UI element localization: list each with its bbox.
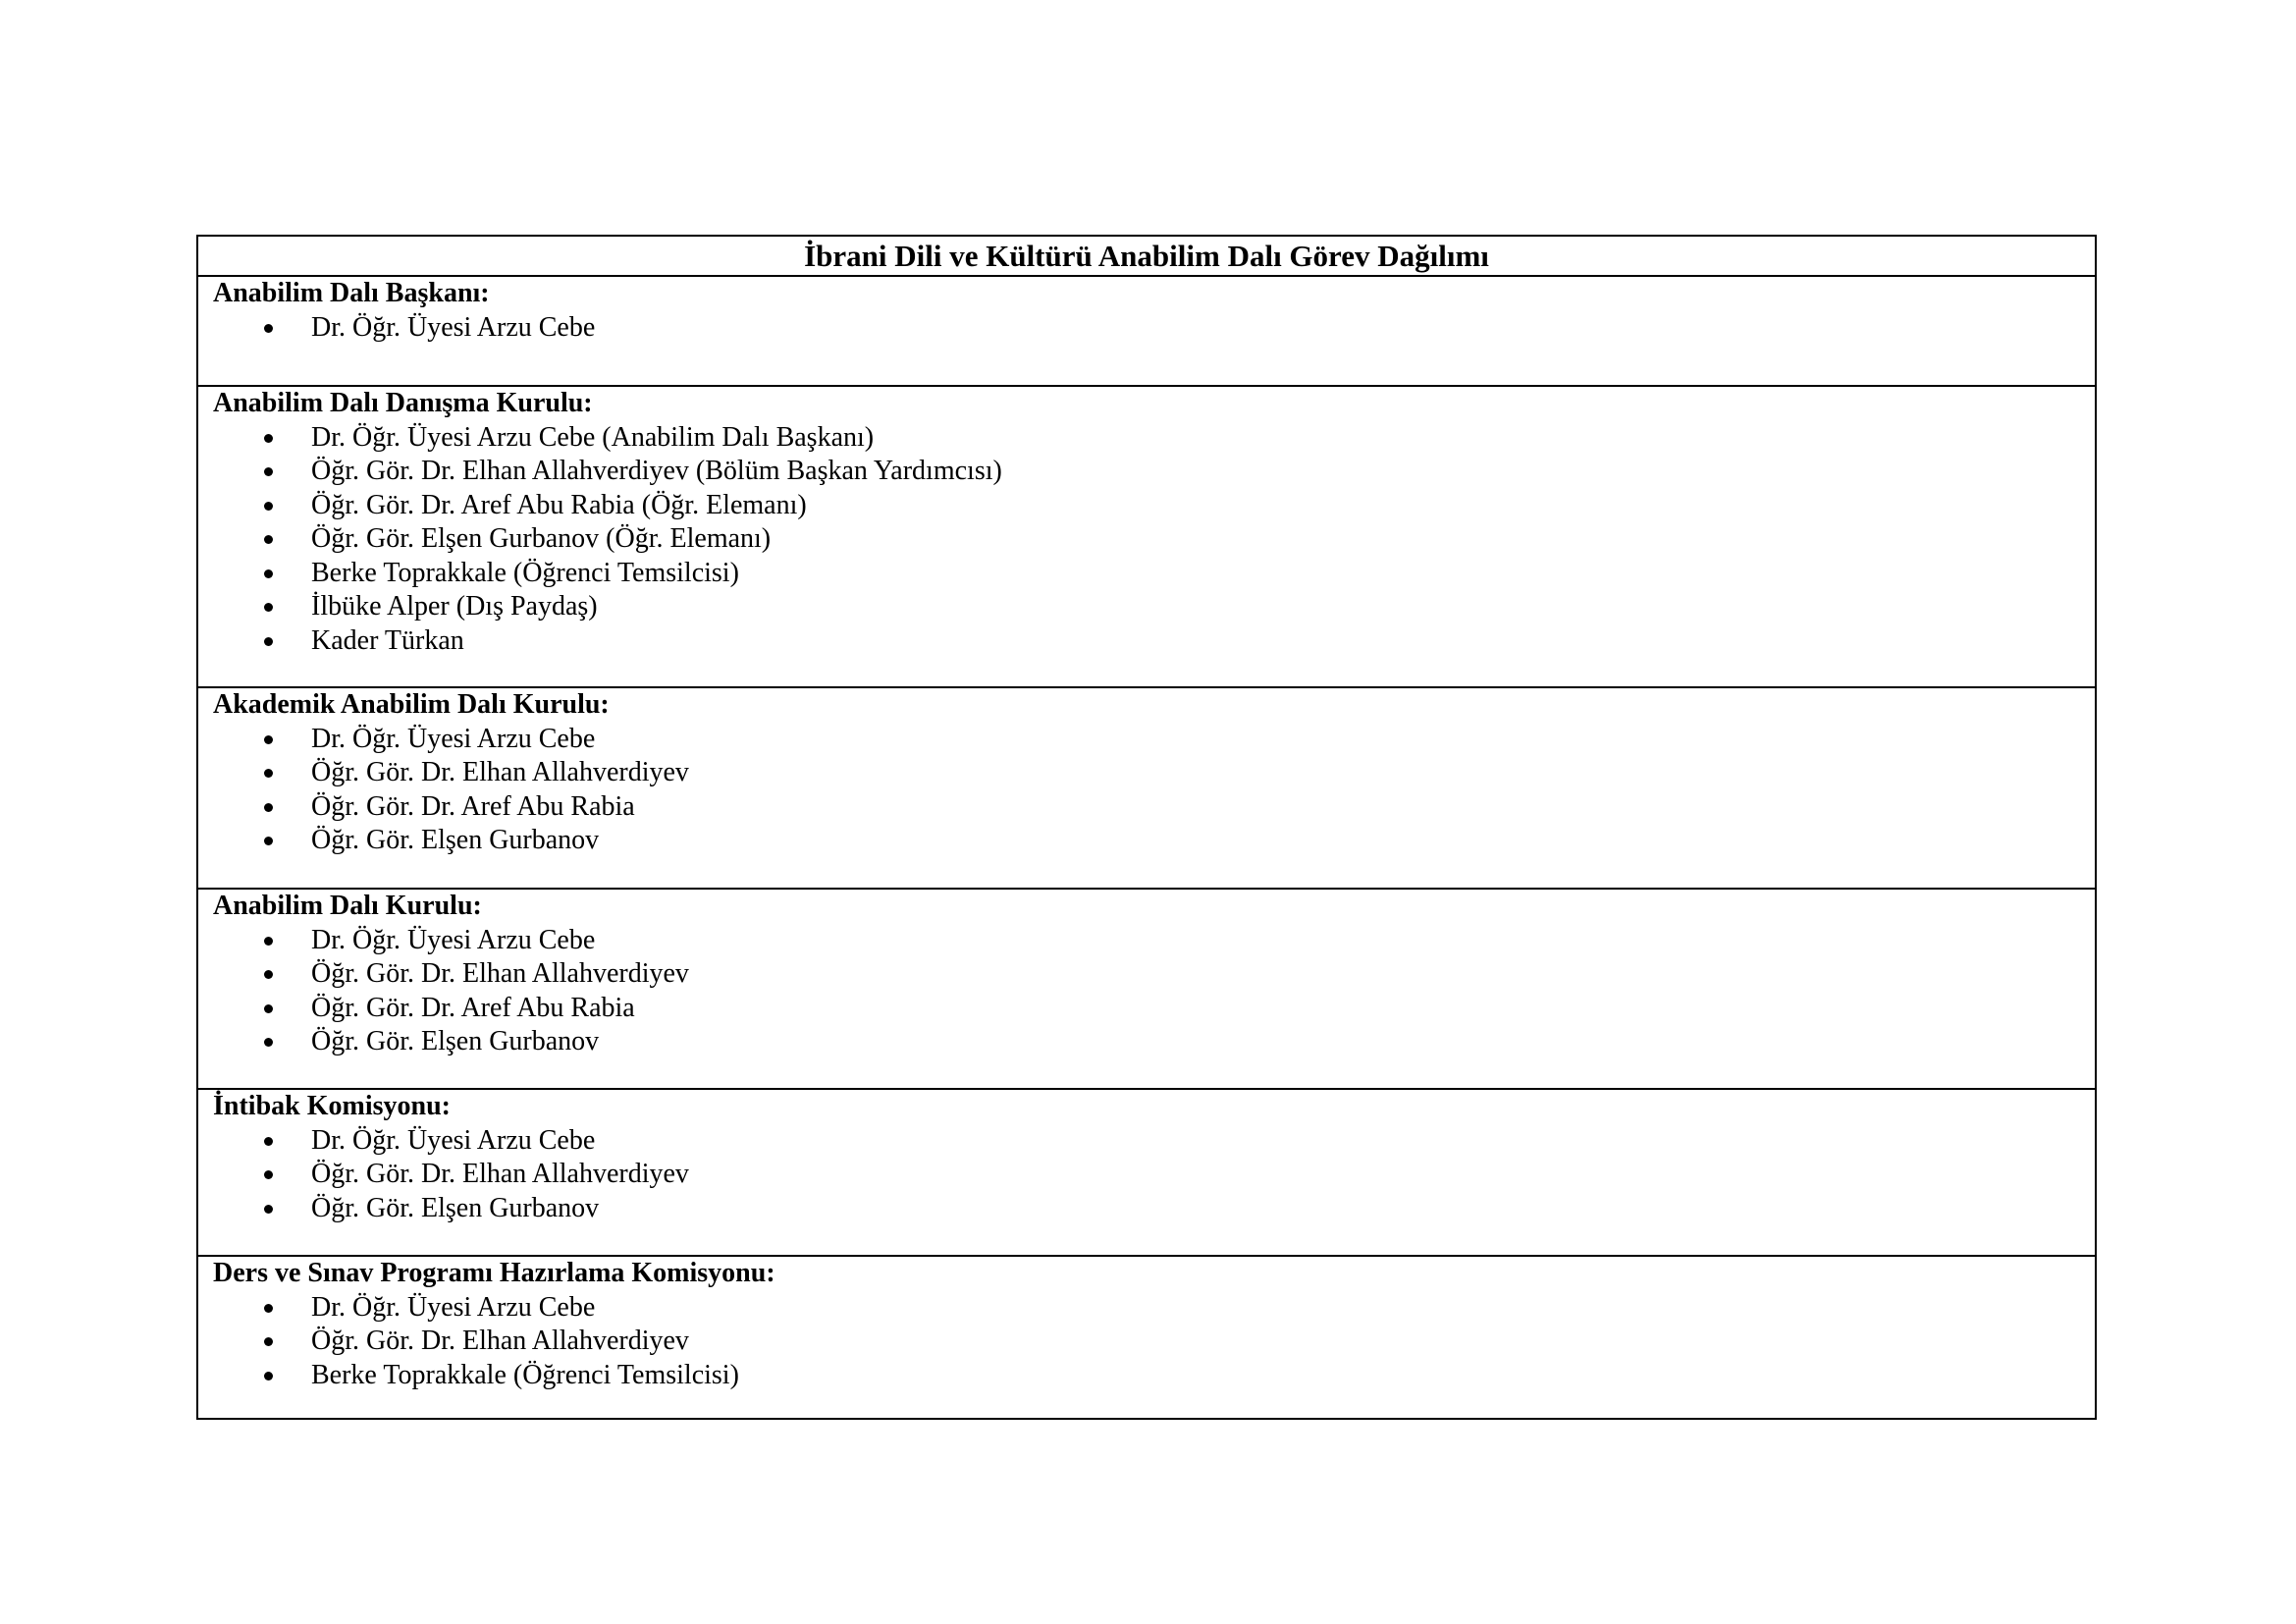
member-name: Öğr. Gör. Dr. Elhan Allahverdiyev (Bölüm Başkan Yardımcısı) [311, 456, 1002, 486]
bullet-icon [264, 1304, 273, 1313]
member-name: Öğr. Gör. Dr. Elhan Allahverdiyev [311, 1159, 689, 1189]
bullet-icon [264, 1038, 273, 1047]
member-list [213, 1291, 2095, 1393]
bullet-icon [264, 837, 273, 845]
bullet-icon [264, 769, 273, 778]
member-name: Öğr. Gör. Dr. Elhan Allahverdiyev [311, 757, 689, 787]
list-item [213, 1192, 2095, 1226]
member-list [213, 723, 2095, 858]
member-name: Dr. Öğr. Üyesi Arzu Cebe [311, 311, 596, 343]
document-title: İbrani Dili ve Kültürü Anabilim Dalı Görev Dağılımı [198, 237, 2095, 277]
member-name: Berke Toprakkale (Öğrenci Temsilcisi) [311, 1359, 739, 1390]
section-heading: Anabilim Dalı Danışma Kurulu: [213, 388, 593, 418]
section-heading: Anabilim Dalı Kurulu: [213, 891, 482, 921]
bullet-icon [264, 569, 273, 578]
bullet-icon [264, 735, 273, 744]
member-name: Öğr. Gör. Elşen Gurbanov (Öğr. Elemanı) [311, 523, 772, 554]
list-item [213, 1325, 2095, 1359]
list-item [213, 624, 2095, 659]
bullet-icon [264, 1372, 273, 1380]
bullet-icon [264, 1337, 273, 1346]
bullet-icon [264, 637, 273, 646]
section-academic-board [198, 688, 2095, 890]
member-name: Kader Türkan [311, 624, 464, 656]
bullet-icon [264, 970, 273, 979]
member-list [213, 924, 2095, 1059]
member-name: Öğr. Gör. Dr. Aref Abu Rabia [311, 992, 635, 1023]
member-name: Dr. Öğr. Üyesi Arzu Cebe (Anabilim Dalı Başkanı) [311, 421, 875, 453]
member-name: Öğr. Gör. Elşen Gurbanov [311, 825, 600, 855]
section-heading: Anabilim Dalı Başkanı: [213, 278, 490, 308]
list-item [213, 957, 2095, 992]
list-item [213, 590, 2095, 624]
list-item [213, 1124, 2095, 1159]
bullet-icon [264, 803, 273, 812]
list-item [213, 756, 2095, 790]
assignment-table [196, 235, 2097, 1420]
list-item [213, 790, 2095, 825]
bullet-icon [264, 1205, 273, 1214]
bullet-icon [264, 467, 273, 476]
list-item [213, 824, 2095, 858]
member-name: Öğr. Gör. Dr. Elhan Allahverdiyev [311, 958, 689, 989]
section-heading: Ders ve Sınav Programı Hazırlama Komisyonu: [213, 1258, 775, 1288]
bullet-icon [264, 603, 273, 612]
list-item [213, 1158, 2095, 1192]
list-item [213, 992, 2095, 1026]
section-department-board [198, 890, 2095, 1090]
list-item [213, 311, 2095, 346]
member-name: Dr. Öğr. Üyesi Arzu Cebe [311, 1124, 596, 1156]
section-schedule-commission [198, 1257, 2095, 1418]
member-name: Dr. Öğr. Üyesi Arzu Cebe [311, 924, 596, 955]
bullet-icon [264, 937, 273, 946]
member-name: Öğr. Gör. Dr. Aref Abu Rabia [311, 790, 635, 822]
section-adaptation-commission [198, 1090, 2095, 1257]
bullet-icon [264, 1137, 273, 1146]
list-item [213, 1359, 2095, 1393]
member-name: İlbüke Alper (Dış Paydaş) [311, 591, 598, 622]
section-heading: İntibak Komisyonu: [213, 1091, 451, 1121]
list-item [213, 723, 2095, 757]
member-name: Öğr. Gör. Dr. Elhan Allahverdiyev [311, 1326, 689, 1356]
bullet-icon [264, 434, 273, 443]
section-department-head [198, 277, 2095, 387]
bullet-icon [264, 1004, 273, 1013]
section-advisory-board [198, 387, 2095, 688]
member-list [213, 311, 2095, 346]
member-name: Öğr. Gör. Elşen Gurbanov [311, 1026, 600, 1056]
list-item [213, 1291, 2095, 1326]
list-item [213, 1025, 2095, 1059]
list-item [213, 421, 2095, 456]
list-item [213, 522, 2095, 557]
member-list [213, 1124, 2095, 1226]
list-item [213, 924, 2095, 958]
member-name: Berke Toprakkale (Öğrenci Temsilcisi) [311, 557, 739, 588]
member-name: Öğr. Gör. Elşen Gurbanov [311, 1192, 600, 1223]
member-list [213, 421, 2095, 659]
member-name: Dr. Öğr. Üyesi Arzu Cebe [311, 1291, 596, 1323]
list-item [213, 455, 2095, 489]
member-name: Öğr. Gör. Dr. Aref Abu Rabia (Öğr. Elemanı) [311, 489, 807, 520]
bullet-icon [264, 324, 273, 333]
bullet-icon [264, 502, 273, 511]
bullet-icon [264, 535, 273, 544]
bullet-icon [264, 1170, 273, 1179]
list-item [213, 489, 2095, 523]
section-heading: Akademik Anabilim Dalı Kurulu: [213, 689, 610, 720]
member-name: Dr. Öğr. Üyesi Arzu Cebe [311, 723, 596, 754]
list-item [213, 557, 2095, 591]
